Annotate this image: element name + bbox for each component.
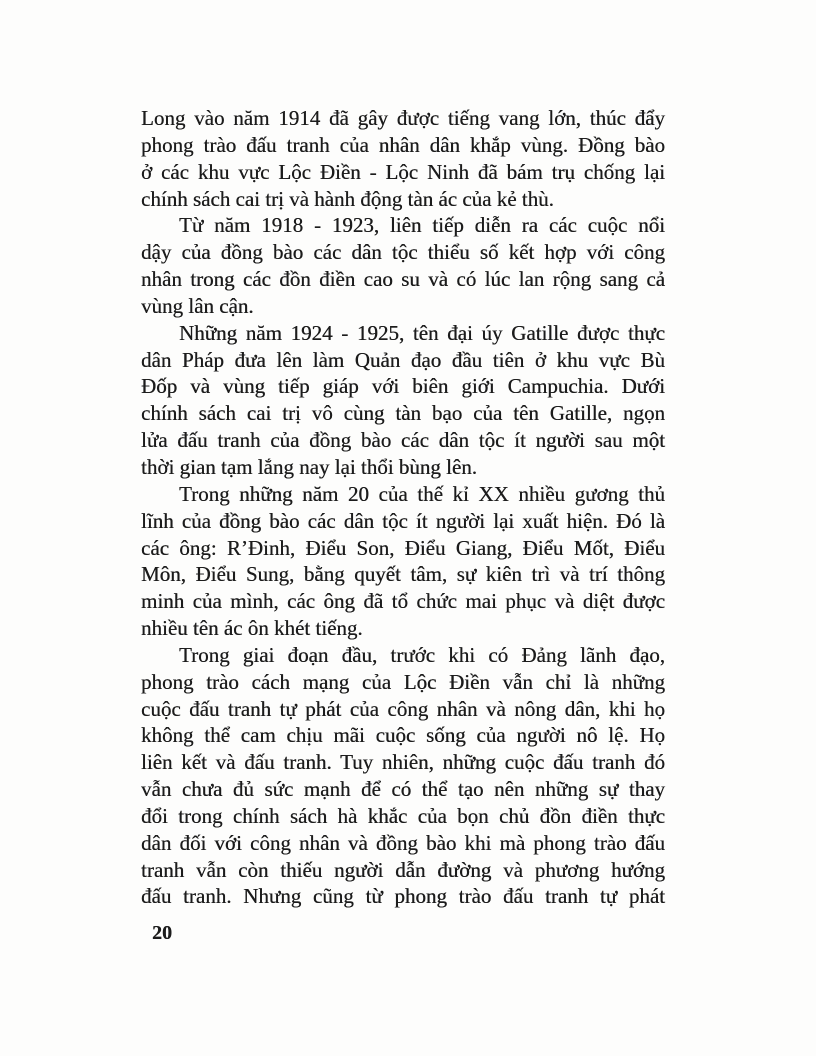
text-line: không thể cam chịu mãi cuộc sống của người nô lệ. Họ — [141, 723, 665, 748]
text-line: nhân trong các đồn điền cao su và có lúc lan rộng sang cả — [141, 267, 665, 292]
text-line: vùng lân cận. — [141, 293, 254, 318]
text-line: vẫn chưa đủ sức mạnh để có thể tạo nên những sự thay — [141, 777, 665, 802]
text-line: Đốp và vùng tiếp giáp với biên giới Campuchia. Dưới — [141, 374, 665, 399]
text-line: Môn, Điểu Sung, bằng quyết tâm, sự kiên trì và trí thông — [141, 562, 665, 587]
text-line: liên kết và đấu tranh. Tuy nhiên, những cuộc đấu tranh đó — [141, 750, 665, 775]
text-line: dân đối với công nhân và đồng bào khi mà phong trào đấu — [141, 830, 665, 855]
page-body — [141, 105, 665, 910]
text-line: dậy của đồng bào các dân tộc thiểu số kết hợp với công — [141, 240, 665, 265]
text-line: lĩnh của đồng bào các dân tộc ít người lại xuất hiện. Đó là — [141, 508, 665, 533]
paragraph — [141, 642, 665, 910]
text-line: phong trào cách mạng của Lộc Điền vẫn chỉ là những — [141, 669, 665, 694]
text-line: Những năm 1924 - 1925, tên đại úy Gatille được thực — [179, 320, 665, 345]
text-line: lửa đấu tranh của đồng bào các dân tộc ít người sau một — [141, 428, 665, 453]
text-line: ở các khu vực Lộc Điền - Lộc Ninh đã bám trụ chống lại — [141, 159, 665, 184]
text-line: thời gian tạm lắng nay lại thổi bùng lên. — [141, 454, 477, 479]
text-line: Trong giai đoạn đầu, trước khi có Đảng lãnh đạo, — [179, 642, 665, 667]
text-line: chính sách cai trị và hành động tàn ác của kẻ thù. — [141, 186, 554, 211]
text-line: nhiều tên ác ôn khét tiếng. — [141, 616, 363, 641]
paragraph — [141, 105, 665, 212]
paragraph — [141, 320, 665, 481]
text-line: dân Pháp đưa lên làm Quản đạo đầu tiên ở khu vực Bù — [141, 347, 665, 372]
text-line: Long vào năm 1914 đã gây được tiếng vang lớn, thúc đẩy — [141, 106, 665, 130]
text-line: Trong những năm 20 của thế kỉ XX nhiều gương thủ — [179, 481, 665, 506]
paragraph — [141, 212, 665, 319]
text-line: phong trào đấu tranh của nhân dân khắp vùng. Đồng bào — [141, 132, 665, 157]
text-line: tranh vẫn còn thiếu người dẫn đường và phương hướng — [141, 857, 665, 882]
text-line: đổi trong chính sách hà khắc của bọn chủ đồn điền thực — [141, 803, 665, 828]
text-line: minh của mình, các ông đã tổ chức mai phục và diệt được — [141, 589, 665, 614]
text-line: cuộc đấu tranh tự phát của công nhân và nông dân, khi họ — [141, 696, 665, 721]
text-line: các ông: R’Đinh, Điểu Son, Điểu Giang, Điểu Mốt, Điểu — [141, 535, 665, 560]
text-line: đấu tranh. Nhưng cũng từ phong trào đấu tranh tự phát — [141, 884, 665, 909]
page-number: 20 — [152, 922, 172, 944]
text-line: Từ năm 1918 - 1923, liên tiếp diễn ra các cuộc nổi — [179, 213, 665, 238]
text-line: chính sách cai trị vô cùng tàn bạo của tên Gatille, ngọn — [141, 401, 665, 426]
paragraph — [141, 481, 665, 642]
